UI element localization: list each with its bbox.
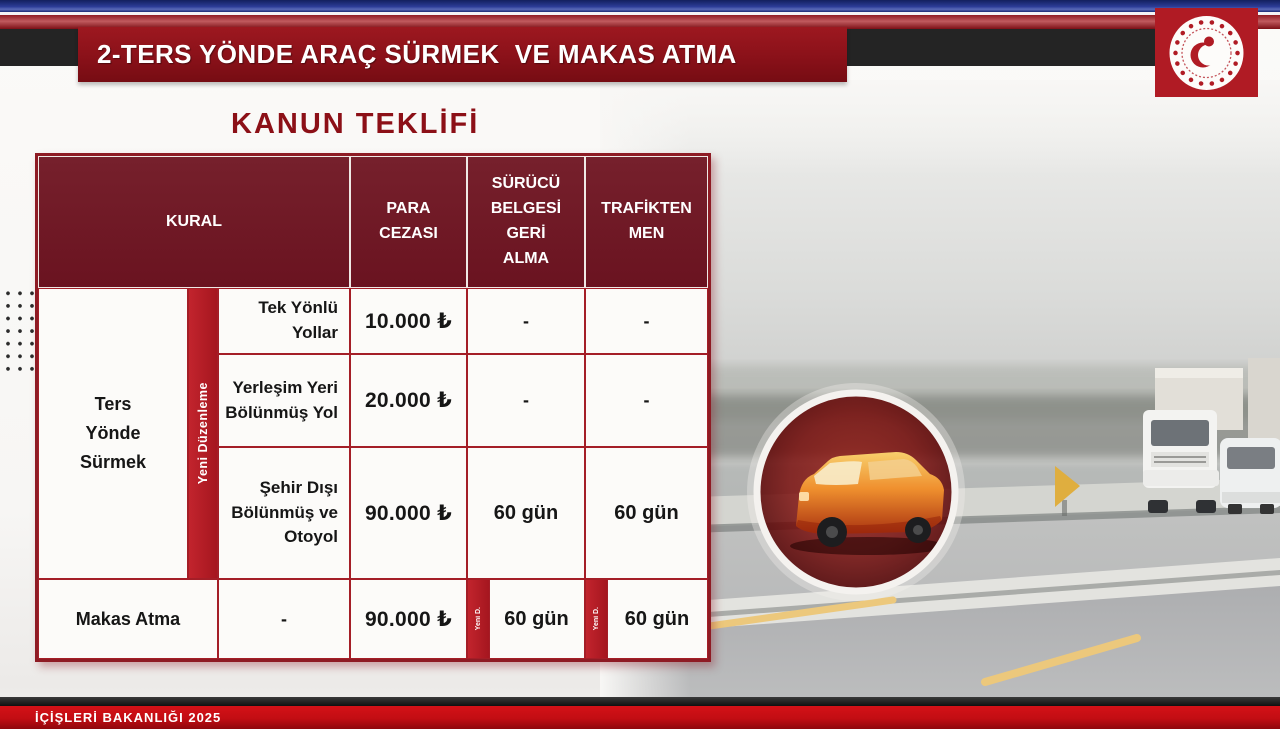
ban-value: - bbox=[585, 354, 708, 447]
makas-sub-cell: - bbox=[218, 579, 350, 659]
van bbox=[1220, 438, 1280, 514]
column-header-rule: KURAL bbox=[38, 156, 350, 288]
law-proposal-table bbox=[35, 153, 711, 662]
column-header-license: SÜRÜCÜ BELGESİ GERİ ALMA bbox=[467, 156, 585, 288]
makas-ban-cell bbox=[585, 579, 708, 659]
makas-license-cell bbox=[467, 579, 585, 659]
footer-black-strip bbox=[0, 697, 1280, 706]
license-value: 60 gün bbox=[467, 447, 585, 579]
new-regulation-strip bbox=[188, 288, 218, 579]
car-taillight bbox=[799, 492, 809, 501]
new-regulation-label: Yeni Düzenleme bbox=[196, 382, 210, 485]
column-header-fine: PARA CEZASI bbox=[350, 156, 467, 288]
van-windshield bbox=[1227, 447, 1275, 469]
ban-value: 60 gün bbox=[585, 447, 708, 579]
truck-windshield bbox=[1151, 420, 1209, 446]
new-regulation-mini-strip: Yeni D. bbox=[586, 580, 608, 658]
ministry-logo bbox=[1155, 8, 1258, 97]
makas-ban-value: 60 gün bbox=[624, 607, 690, 630]
makas-fine-value: 90.000 ₺ bbox=[350, 579, 467, 659]
top-blue-bar bbox=[0, 0, 1280, 12]
footer-bar bbox=[0, 706, 1280, 729]
row-sub-label: Yerleşim Yeri Bölünmüş Yol bbox=[218, 354, 350, 447]
fine-value: 10.000 ₺ bbox=[350, 288, 467, 354]
makas-rule-cell: Makas Atma bbox=[38, 579, 218, 659]
page-title-bar bbox=[78, 27, 847, 82]
makas-license-value: 60 gün bbox=[504, 607, 569, 630]
license-value: - bbox=[467, 288, 585, 354]
group-rule-cell: Ters Yönde Sürmek bbox=[38, 288, 188, 579]
row-sub-label: Tek Yönlü Yollar bbox=[218, 288, 350, 354]
page-title: 2-TERS YÖNDE ARAÇ SÜRMEK VE MAKAS ATMA bbox=[97, 39, 737, 69]
dots-decoration bbox=[2, 287, 38, 375]
column-header-ban: TRAFİKTEN MEN bbox=[585, 156, 708, 288]
ministry-seal-icon bbox=[1170, 16, 1244, 90]
footer-text: İÇİŞLERİ BAKANLIĞI 2025 bbox=[35, 710, 222, 725]
ban-value: - bbox=[585, 288, 708, 354]
new-regulation-mini-strip: Yeni D. bbox=[468, 580, 490, 658]
highlight-circle bbox=[753, 389, 959, 595]
section-title: KANUN TEKLİFİ bbox=[231, 108, 480, 140]
fine-value: 90.000 ₺ bbox=[350, 447, 467, 579]
license-value: - bbox=[467, 354, 585, 447]
fine-value: 20.000 ₺ bbox=[350, 354, 467, 447]
row-sub-label: Şehir Dışı Bölünmüş ve Otoyol bbox=[218, 447, 350, 579]
